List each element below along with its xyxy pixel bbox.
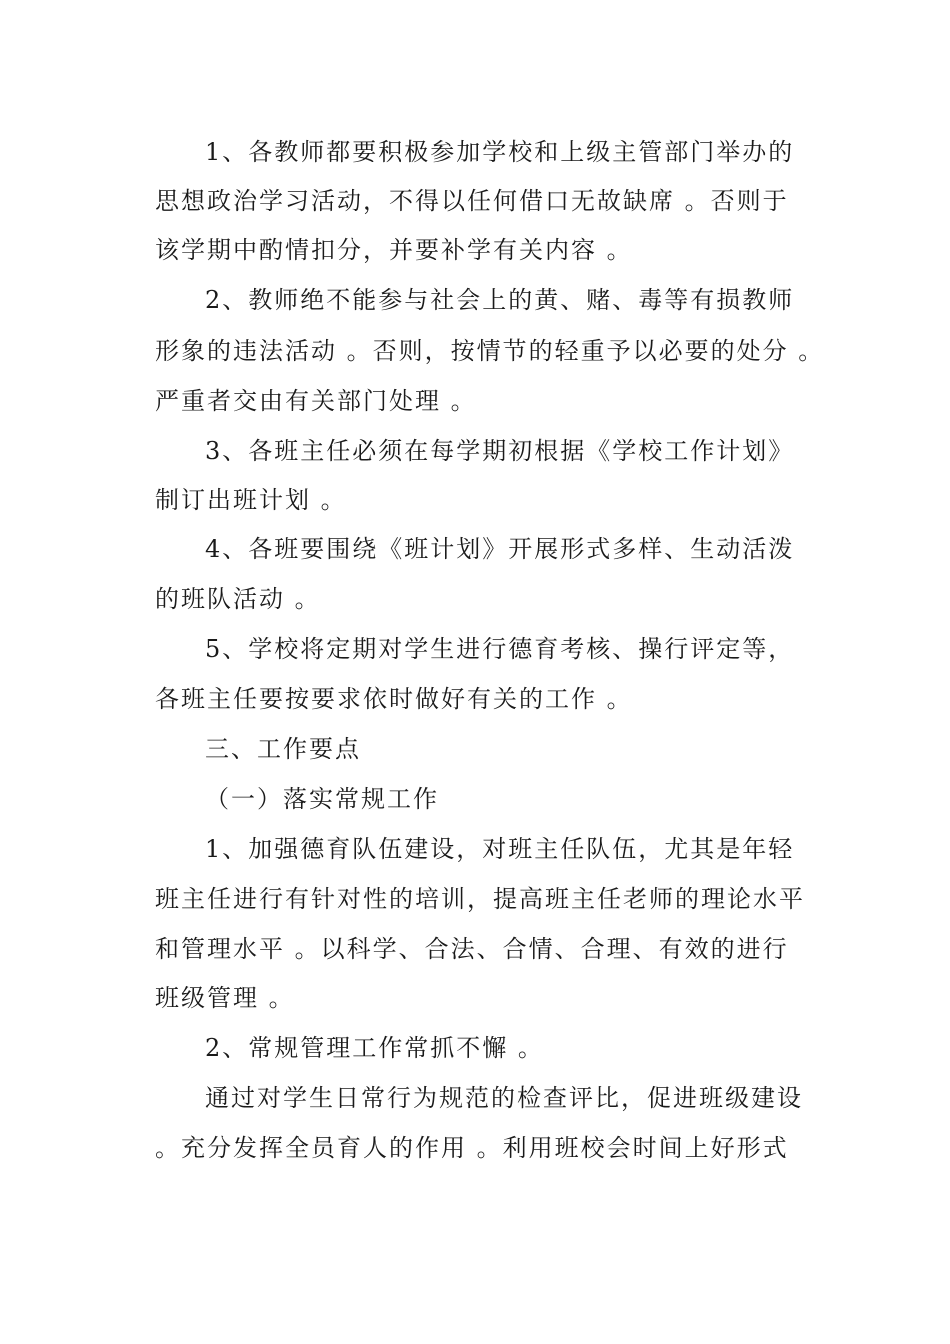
text-line: 通过对学生日常行为规范的检查评比，促进班级建设 xyxy=(205,1084,803,1112)
text-line: 制订出班计划 。 xyxy=(155,486,347,514)
text-line: 。充分发挥全员育人的作用 。利用班校会时间上好形式 xyxy=(155,1134,789,1162)
text-line: 1、加强德育队伍建设，对班主任队伍，尤其是年轻 xyxy=(205,835,795,863)
text-line: 2、教师绝不能参与社会上的黄、赌、毒等有损教师 xyxy=(205,286,795,314)
text-line: 的班队活动 。 xyxy=(155,585,321,613)
text-line: 形象的违法活动 。否则，按情节的轻重予以必要的处分 。 xyxy=(155,337,825,365)
section-heading: 三、工作要点 xyxy=(205,735,361,763)
text-line: 各班主任要按要求依时做好有关的工作 。 xyxy=(155,685,633,713)
subsection-heading: （一）落实常规工作 xyxy=(205,785,439,813)
text-line: 2、常规管理工作常抓不懈 。 xyxy=(205,1034,544,1062)
text-line: 班主任进行有针对性的培训，提高班主任老师的理论水平 xyxy=(155,885,805,913)
text-line: 5、学校将定期对学生进行德育考核、操行评定等， xyxy=(205,635,795,663)
text-line: 和管理水平 。以科学、合法、合情、合理、有效的进行 xyxy=(155,935,789,963)
text-line: 班级管理 。 xyxy=(155,984,295,1012)
text-line: 4、各班要围绕《班计划》开展形式多样、生动活泼 xyxy=(205,535,795,563)
text-line: 该学期中酌情扣分，并要补学有关内容 。 xyxy=(155,236,633,264)
text-line: 思想政治学习活动，不得以任何借口无故缺席 。否则于 xyxy=(155,187,789,215)
text-line: 1、各教师都要积极参加学校和上级主管部门举办的 xyxy=(205,138,795,166)
text-line: 严重者交由有关部门处理 。 xyxy=(155,387,477,415)
text-line: 3、各班主任必须在每学期初根据《学校工作计划》 xyxy=(205,437,795,465)
